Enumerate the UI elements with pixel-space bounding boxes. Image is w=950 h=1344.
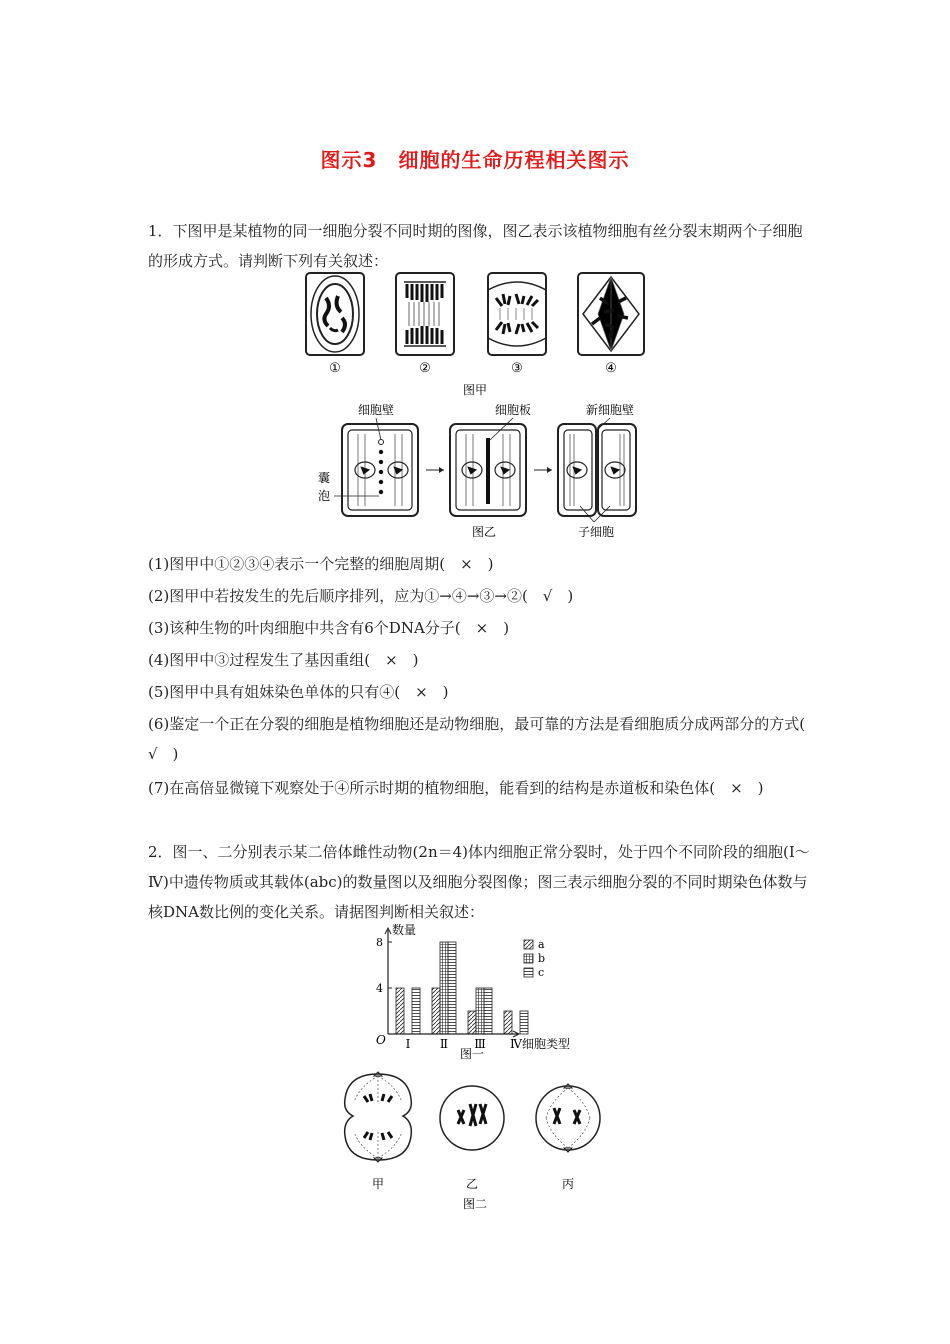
figure-1-bar-chart xyxy=(360,922,600,1062)
cell-bing xyxy=(536,1084,600,1152)
bar-b xyxy=(440,942,448,1034)
bar-a xyxy=(504,1011,512,1034)
yi-panel-1 xyxy=(334,418,418,516)
label-daughter-cell: 子细胞 xyxy=(577,525,615,539)
cell-label-jia: 甲 xyxy=(371,1177,385,1191)
page-title: 图示3 细胞的生命历程相关图示 xyxy=(320,148,630,172)
q1-item-6: (6)鉴定一个正在分裂的细胞是植物细胞还是动物细胞，最可靠的方法是看细胞质分成两部分的方式( √ ) xyxy=(148,715,821,763)
q1-item-2: (2)图甲中若按发生的先后顺序排列，应为①→④→③→②( √ ) xyxy=(148,587,574,605)
figure-yi xyxy=(310,400,660,548)
legend-label-a: a xyxy=(538,938,545,951)
q1-item-4: (4)图甲中③过程发生了基因重组( × ) xyxy=(148,651,419,669)
legend-label-c: c xyxy=(538,966,545,979)
bar-b xyxy=(476,988,484,1034)
cell-label-4: ④ xyxy=(605,361,617,376)
bar-c xyxy=(448,942,456,1034)
bar-c xyxy=(520,1011,528,1034)
q2-stem: 2．图一、二分别表示某二倍体雌性动物(2n＝4)体内细胞正常分裂时，处于四个不同阶段的细胞(Ⅰ～Ⅳ)中遗传物质或其载体(abc)的数量图以及细胞分裂图像；图三表示细胞分裂的不同时期染色体数与核DNA数比例的变化关系。请据图判断相关叙述： xyxy=(148,843,810,921)
figure-jia xyxy=(300,268,660,398)
legend-label-b: b xyxy=(538,952,546,965)
cell-2-telophase xyxy=(396,273,454,355)
yi-panel-3 xyxy=(558,418,636,522)
bar-c xyxy=(412,988,420,1034)
figure-1-caption: 图一 xyxy=(459,1047,485,1061)
legend-swatch-a xyxy=(524,940,533,949)
yi-panel-2 xyxy=(450,418,526,516)
y-axis-label: 数量 xyxy=(392,923,417,937)
figure-2-caption: 图二 xyxy=(462,1197,488,1211)
origin-label: O xyxy=(376,1033,386,1047)
label-vesicle-2: 泡 xyxy=(318,489,331,503)
cell-4-metaphase xyxy=(578,273,644,355)
cell-jia xyxy=(345,1072,412,1162)
label-cell-plate: 细胞板 xyxy=(494,403,532,417)
q1-item-1: (1)图甲中①②③④表示一个完整的细胞周期( × ) xyxy=(148,555,494,573)
label-cell-wall: 细胞壁 xyxy=(357,403,395,417)
q1-item-7: (7)在高倍显微镜下观察处于④所示时期的植物细胞，能看到的结构是赤道板和染色体( × ) xyxy=(148,779,764,797)
q1-item-5: (5)图甲中具有姐妹染色单体的只有④( × ) xyxy=(148,683,449,701)
cell-label-2: ② xyxy=(419,361,431,376)
cell-yi xyxy=(440,1086,504,1150)
bar-a xyxy=(468,1011,476,1034)
bar-a xyxy=(396,988,404,1034)
figure-jia-caption: 图甲 xyxy=(462,383,488,397)
x-tick-label: Ⅲ xyxy=(474,1037,486,1051)
bar-a xyxy=(432,988,440,1034)
cell-3-anaphase xyxy=(488,273,546,355)
figure-yi-caption: 图乙 xyxy=(471,525,497,539)
legend-swatch-c xyxy=(524,968,533,977)
bar-c xyxy=(484,988,492,1034)
y-tick-label: 8 xyxy=(376,936,383,949)
x-tick-label: Ⅳ xyxy=(510,1037,522,1051)
cell-1-prophase xyxy=(306,273,364,355)
legend-swatch-b xyxy=(524,954,533,963)
cell-label-3: ③ xyxy=(511,361,523,376)
label-vesicle-1: 囊 xyxy=(318,471,331,485)
cell-label-yi: 乙 xyxy=(465,1177,479,1191)
y-tick-label: 4 xyxy=(376,982,383,995)
x-tick-label: Ⅱ xyxy=(439,1037,449,1051)
figure-2-cells xyxy=(330,1066,620,1216)
cell-label-1: ① xyxy=(329,361,341,376)
q1-item-3: (3)该种生物的叶肉细胞中共含有6个DNA分子( × ) xyxy=(148,619,510,637)
cell-label-bing: 丙 xyxy=(561,1177,575,1191)
label-new-cell-wall: 新细胞壁 xyxy=(585,403,635,417)
x-tick-label: Ⅰ xyxy=(405,1037,411,1051)
q1-stem: 1．下图甲是某植物的同一细胞分裂不同时期的图像，图乙表示该植物细胞有丝分裂末期两个子细胞的形成方式。请判断下列有关叙述： xyxy=(148,222,803,270)
x-axis-label: 细胞类型 xyxy=(522,1037,571,1051)
